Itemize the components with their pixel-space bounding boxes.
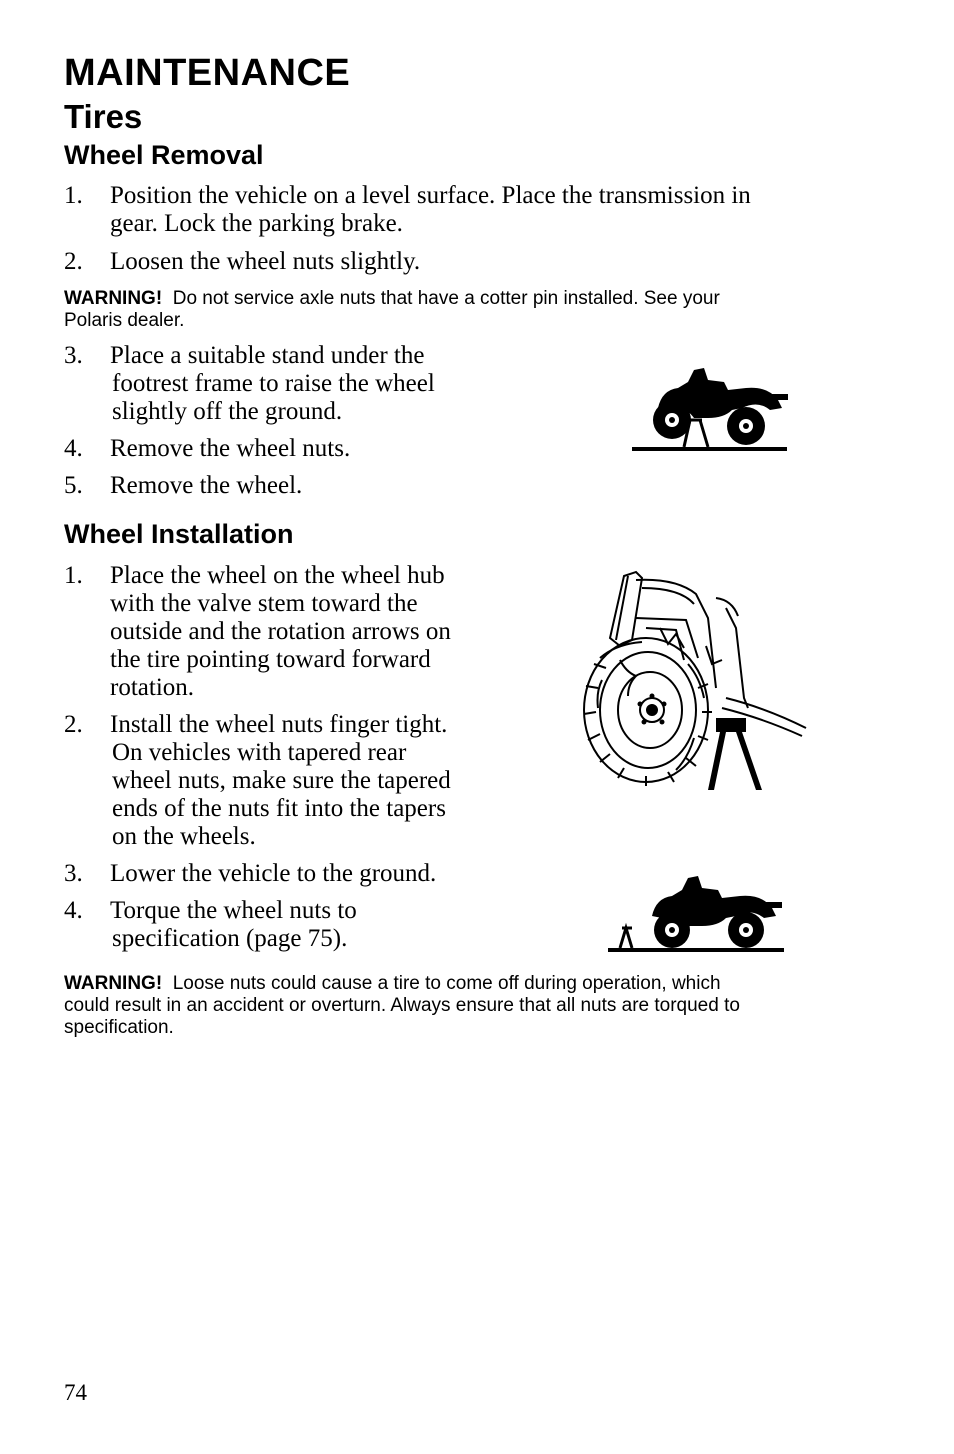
warning-line: Polaris dealer. [64,310,185,331]
step-text-line: Loosen the wheel nuts slightly. [110,248,421,275]
installation-step-4 [64,897,504,953]
installation-step-3 [64,860,504,888]
step-text-line: ends of the nuts fit into the tapers [112,795,446,822]
step-number: 5. [64,472,83,499]
warning-label: WARNING! [64,973,163,994]
step-number: 3. [64,860,83,887]
step-text-line: Lower the vehicle to the ground. [110,860,437,887]
atv-lowered-illustration [606,866,786,958]
installation-step-1 [64,562,504,702]
page-number: 74 [64,1380,87,1405]
step-text-line: Position the vehicle on a level surface. Place the transmission in [110,182,751,209]
step-text-line: outside and the rotation arrows on [110,618,451,645]
step-number: 4. [64,435,83,462]
step-text-line: Install the wheel nuts finger tight. [110,711,448,738]
step-text-line: with the valve stem toward the [110,590,418,617]
step-text-line: specification (page 75). [112,925,348,952]
step-text-line: Remove the wheel nuts. [110,435,351,462]
step-number: 2. [64,248,83,275]
step-number: 1. [64,182,83,209]
heading-wheel-installation: Wheel Installation [64,519,294,549]
step-text-line: gear. Lock the parking brake. [110,210,403,237]
step-text-line: rotation. [110,674,195,701]
warning-line: WARNING! Loose nuts could cause a tire to come off during operation, which [64,973,721,994]
warning-installation [64,973,904,1039]
step-number: 2. [64,711,83,738]
step-text-line: on the wheels. [112,823,256,850]
removal-step-2 [64,248,884,276]
step-text-line: Remove the wheel. [110,472,303,499]
step-text-line: wheel nuts, make sure the tapered [112,767,451,794]
step-number: 3. [64,342,83,369]
step-text-line: footrest frame to raise the wheel [112,370,435,397]
subsection-title: Tires [64,98,143,135]
atv-on-stand-illustration [628,360,792,456]
step-number: 1. [64,562,83,589]
step-text-line: On vehicles with tapered rear [112,739,407,766]
section-title: MAINTENANCE [64,52,351,94]
warning-line: WARNING! Do not service axle nuts that have a cotter pin installed. See your [64,288,720,309]
step-text-line: Place the wheel on the wheel hub [110,562,445,589]
removal-step-4 [64,435,504,463]
warning-removal [64,288,894,332]
removal-step-5 [64,472,504,500]
warning-label: WARNING! [64,288,163,309]
warning-line: could result in an accident or overturn. Always ensure that all nuts are torqued to [64,995,740,1016]
removal-step-1 [64,182,884,238]
step-text-line: Place a suitable stand under the [110,342,425,369]
warning-line: specification. [64,1017,174,1038]
step-number: 4. [64,897,83,924]
installation-step-2 [64,711,504,851]
wheel-installation-illustration [576,568,812,794]
step-text-line: the tire pointing toward forward [110,646,431,673]
removal-step-3 [64,342,504,426]
step-text-line: slightly off the ground. [112,398,343,425]
heading-wheel-removal: Wheel Removal [64,140,264,170]
step-text-line: Torque the wheel nuts to [110,897,357,924]
